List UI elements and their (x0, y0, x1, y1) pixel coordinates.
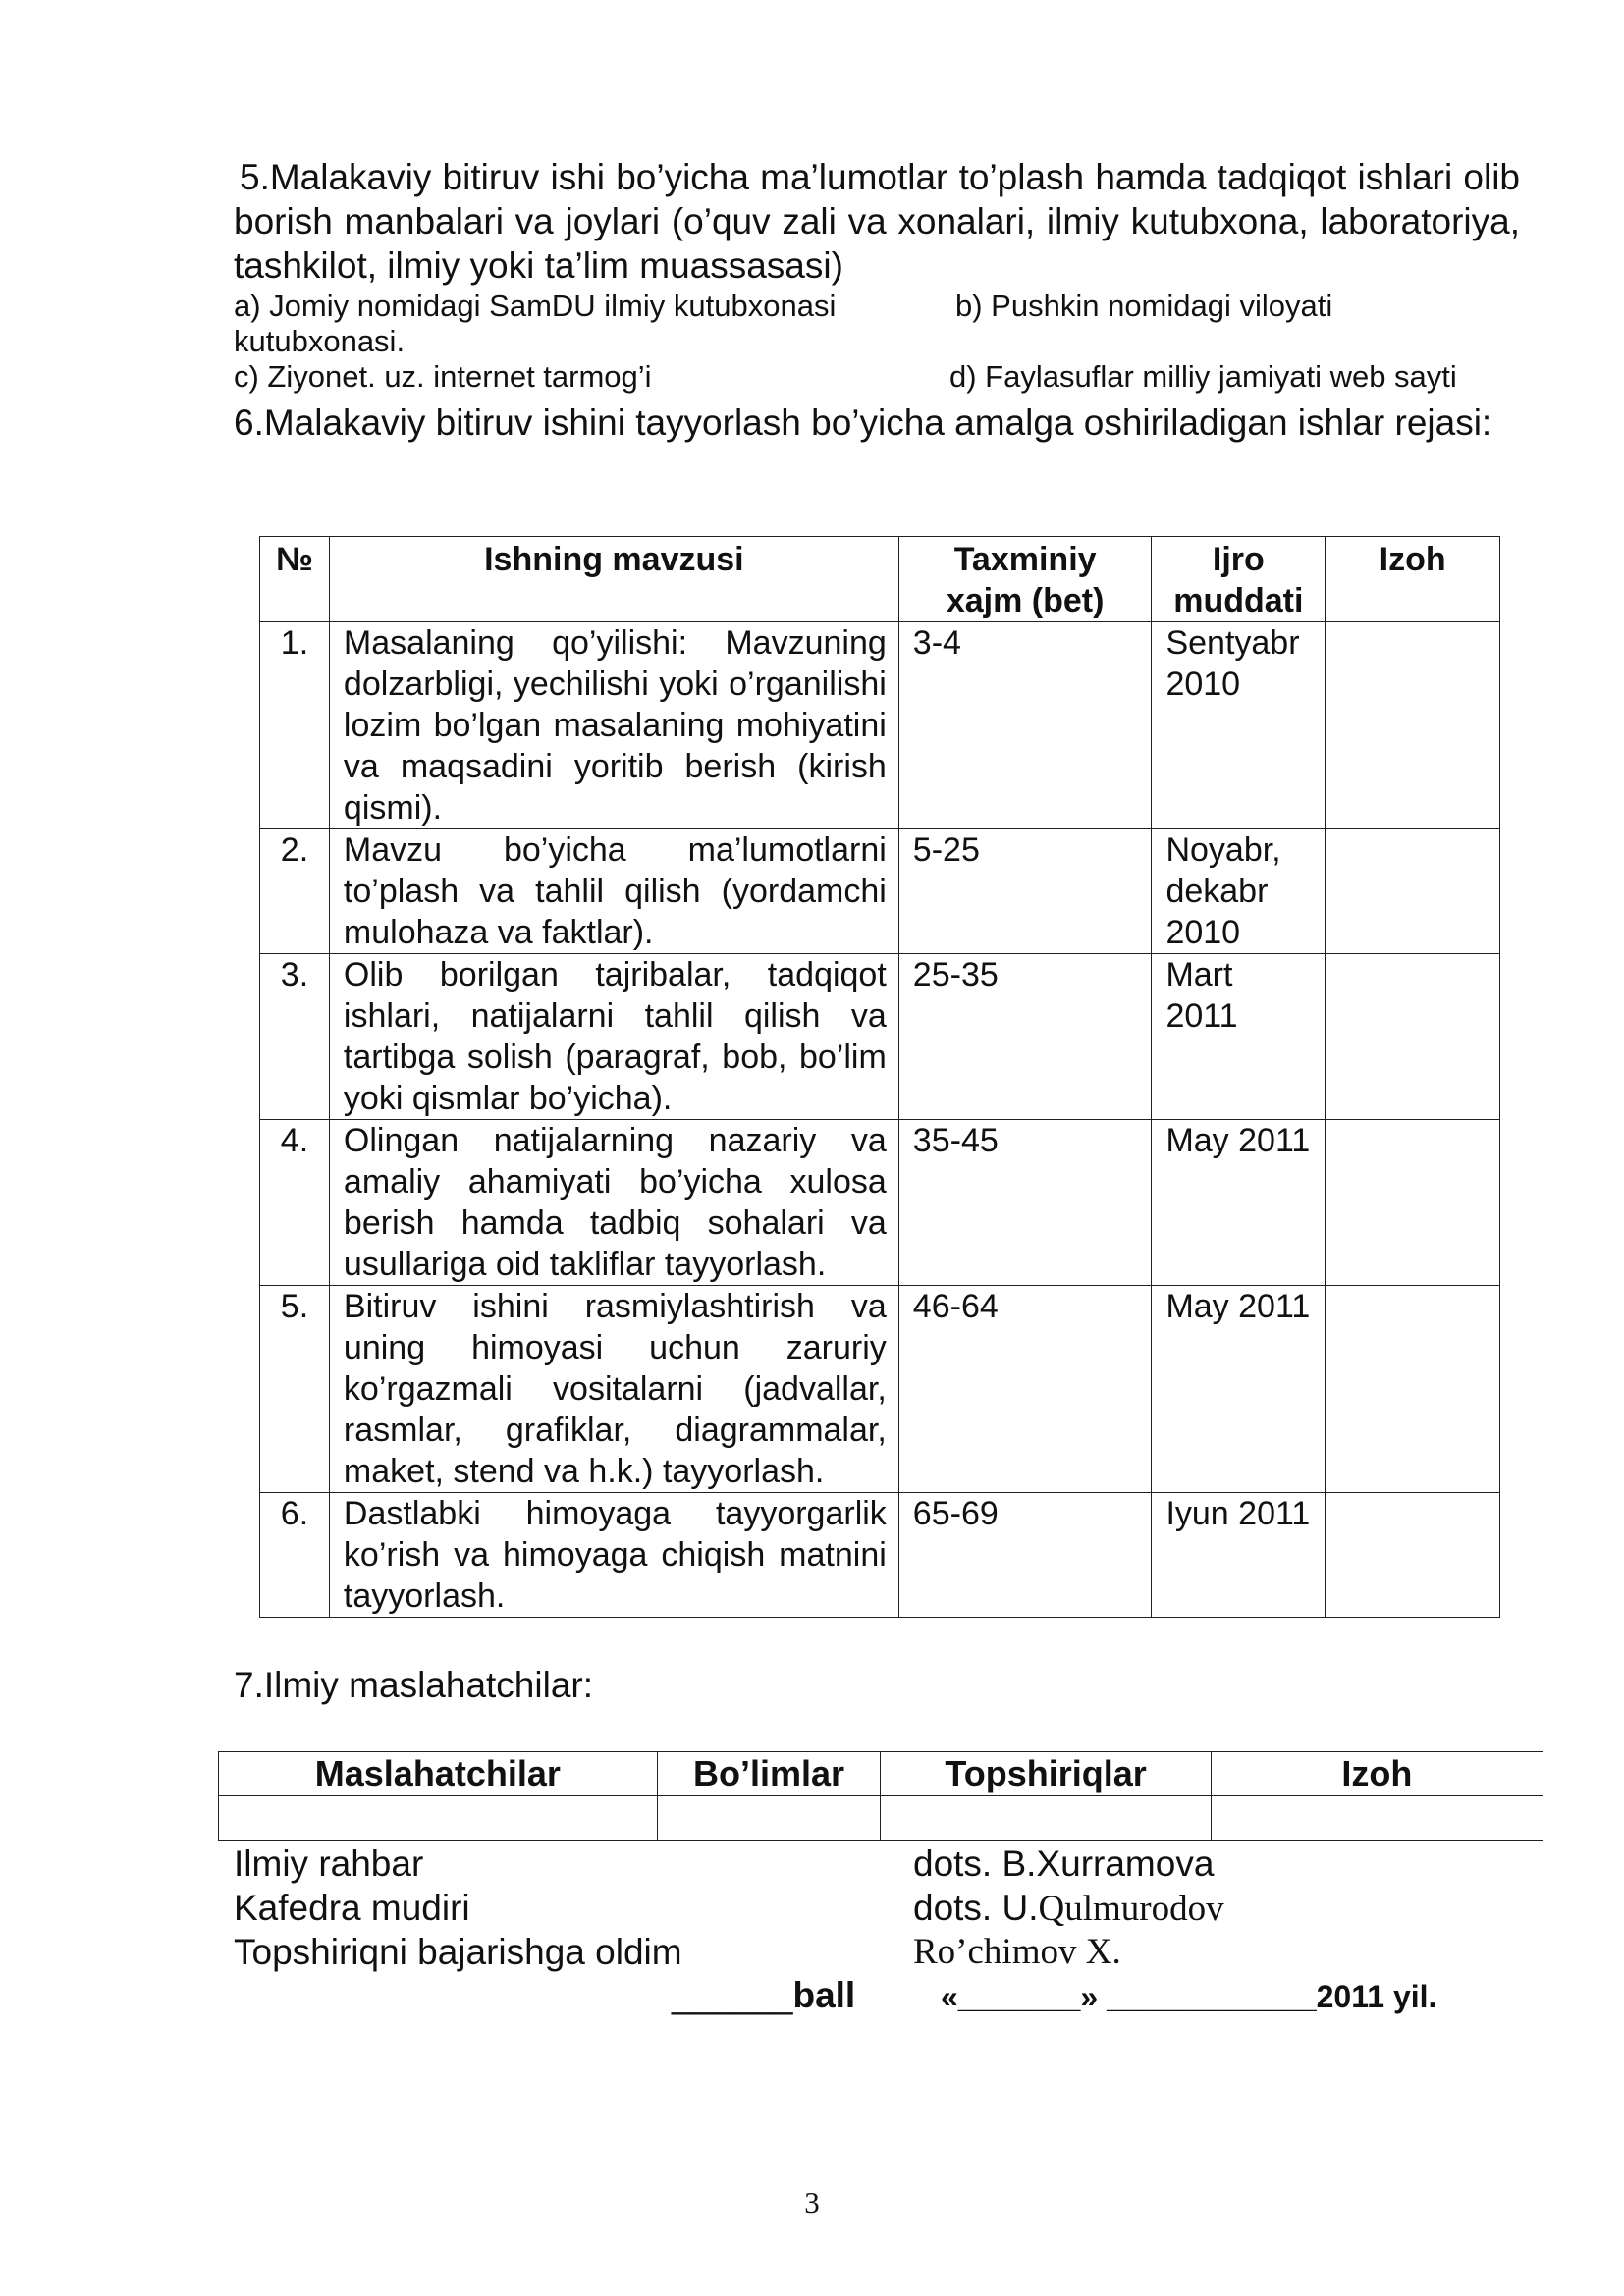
table-row (260, 954, 1500, 1120)
empty-cell (881, 1796, 1211, 1841)
row-deadline: Iyun 2011 (1152, 1493, 1326, 1618)
header-advisors: Maslahatchilar (219, 1752, 658, 1796)
row-deadline: Mart 2011 (1152, 954, 1326, 1120)
option-a: a) Jomiy nomidagi SamDU ilmiy kutubxonasi (234, 289, 837, 323)
empty-cell (219, 1796, 658, 1841)
empty-cell (1211, 1796, 1543, 1841)
table-row (260, 829, 1500, 954)
date-line (941, 1975, 1436, 2019)
section-7-heading: 7.Ilmiy maslahatchilar: (234, 1665, 594, 1705)
row-note (1326, 829, 1500, 954)
row-topic: Mavzu bo’yicha ma’lumotlarni to’plash va tahlil qilish (yordamchi mulohaza va faktlar). (329, 829, 898, 954)
row-topic: Olib borilgan tajribalar, tadqiqot ishlari, natijalarni tahlil qilish va tartibga solish (paragraf, bob, bo’lim yoki qismlar bo’yicha). (329, 954, 898, 1120)
section-5-text: 5.Malakaviy bitiruv ishi bo’yicha ma’lumotlar to’plash hamda tadqiqot ishlari olib borish manbalari va joylari (o’quv zali va xonalari, ilmiy kutubxona, laboratoriya, tashkilot, ilmiy yoki ta’lim muassasasi) (234, 157, 1520, 286)
work-plan-header-row (260, 537, 1500, 622)
row-note (1326, 954, 1500, 1120)
head-of-department-name (913, 1886, 1224, 1931)
empty-cell (657, 1796, 881, 1841)
supervisor-name: dots. B.Xurramova (913, 1843, 1215, 1884)
header-sections: Bo’limlar (657, 1752, 881, 1796)
row-deadline: May 2011 (1152, 1120, 1326, 1286)
row-volume: 35-45 (898, 1120, 1152, 1286)
header-tasks: Topshiriqlar (881, 1752, 1211, 1796)
advisors-table (218, 1751, 1543, 1841)
row-topic: Olingan natijalarning nazariy va amaliy ahamiyati bo’yicha xulosa berish hamda tadbiq sohalari va usullariga oid takliflar tayyorlash. (329, 1120, 898, 1286)
row-volume: 65-69 (898, 1493, 1152, 1618)
option-c: c) Ziyonet. uz. internet tarmog’i (234, 359, 652, 394)
table-row (260, 622, 1500, 829)
row-number: 3. (260, 954, 330, 1120)
row-deadline: Noyabr, dekabr 2010 (1152, 829, 1326, 954)
ball-label: ball (792, 1975, 856, 2015)
row-topic: Bitiruv ishini rasmiylashtirish va uning himoyasi uchun zaruriy ko’rgazmali vositalarni (jadvallar, rasmlar, grafiklar, diagrammalar, maket, stend va h.k.) tayyorlash. (329, 1286, 898, 1493)
work-plan-table (259, 536, 1500, 1618)
row-topic: Masalaning qo’yilishi: Mavzuning dolzarbligi, yechilishi yoki o’rganilishi lozim bo’lgan masalaning mohiyatini va maqsadini yoritib berish (kirish qismi). (329, 622, 898, 829)
row-number: 4. (260, 1120, 330, 1286)
table-row (260, 1493, 1500, 1618)
date-year: 2011 yil. (1316, 1979, 1437, 2014)
header-topic: Ishning mavzusi (329, 537, 898, 622)
row-deadline: Sentyabr 2010 (1152, 622, 1326, 829)
head-name-prefix: dots. U. (913, 1888, 1039, 1928)
ball-line (672, 1973, 855, 2017)
header-volume: Taxminiy xajm (bet) (898, 537, 1152, 622)
row-note (1326, 1120, 1500, 1286)
supervisor-label: Ilmiy rahbar (234, 1843, 424, 1884)
header-note: Izoh (1211, 1752, 1543, 1796)
section-5-options (234, 289, 1540, 395)
header-deadline: Ijro muddati (1152, 537, 1326, 622)
task-accepted-label: Topshiriqni bajarishga oldim (234, 1932, 682, 1972)
header-note: Izoh (1326, 537, 1500, 622)
header-number: № (260, 537, 330, 622)
row-note (1326, 622, 1500, 829)
row-number: 1. (260, 622, 330, 829)
row-volume: 5-25 (898, 829, 1152, 954)
row-number: 5. (260, 1286, 330, 1493)
row-volume: 3-4 (898, 622, 1152, 829)
option-b-continued: kutubxonasi. (234, 324, 406, 358)
row-number: 6. (260, 1493, 330, 1618)
head-name-rest: Qulmurodov (1038, 1889, 1224, 1929)
section-5-paragraph (234, 155, 1520, 288)
row-note (1326, 1286, 1500, 1493)
date-blank: «_______» ____________ (941, 1979, 1317, 2014)
head-of-department-label: Kafedra mudiri (234, 1888, 470, 1928)
page-number: 3 (804, 2185, 820, 2219)
option-d: d) Faylasuflar milliy jamiyati web sayti (949, 359, 1457, 394)
option-b: b) Pushkin nomidagi viloyati (955, 289, 1333, 323)
advisors-empty-row (219, 1796, 1543, 1841)
row-note (1326, 1493, 1500, 1618)
section-6-heading: 6.Malakaviy bitiruv ishini tayyorlash bo’yicha amalga oshiriladigan ishlar rejasi: (234, 402, 1492, 443)
row-volume: 46-64 (898, 1286, 1152, 1493)
row-volume: 25-35 (898, 954, 1152, 1120)
table-row (260, 1286, 1500, 1493)
ball-blank: ______ (672, 1975, 793, 2015)
row-deadline: May 2011 (1152, 1286, 1326, 1493)
student-name: Ro’chimov X. (913, 1932, 1121, 1972)
row-number: 2. (260, 829, 330, 954)
advisors-header-row (219, 1752, 1543, 1796)
row-topic: Dastlabki himoyaga tayyorgarlik ko’rish va himoyaga chiqish matnini tayyorlash. (329, 1493, 898, 1618)
table-row (260, 1120, 1500, 1286)
